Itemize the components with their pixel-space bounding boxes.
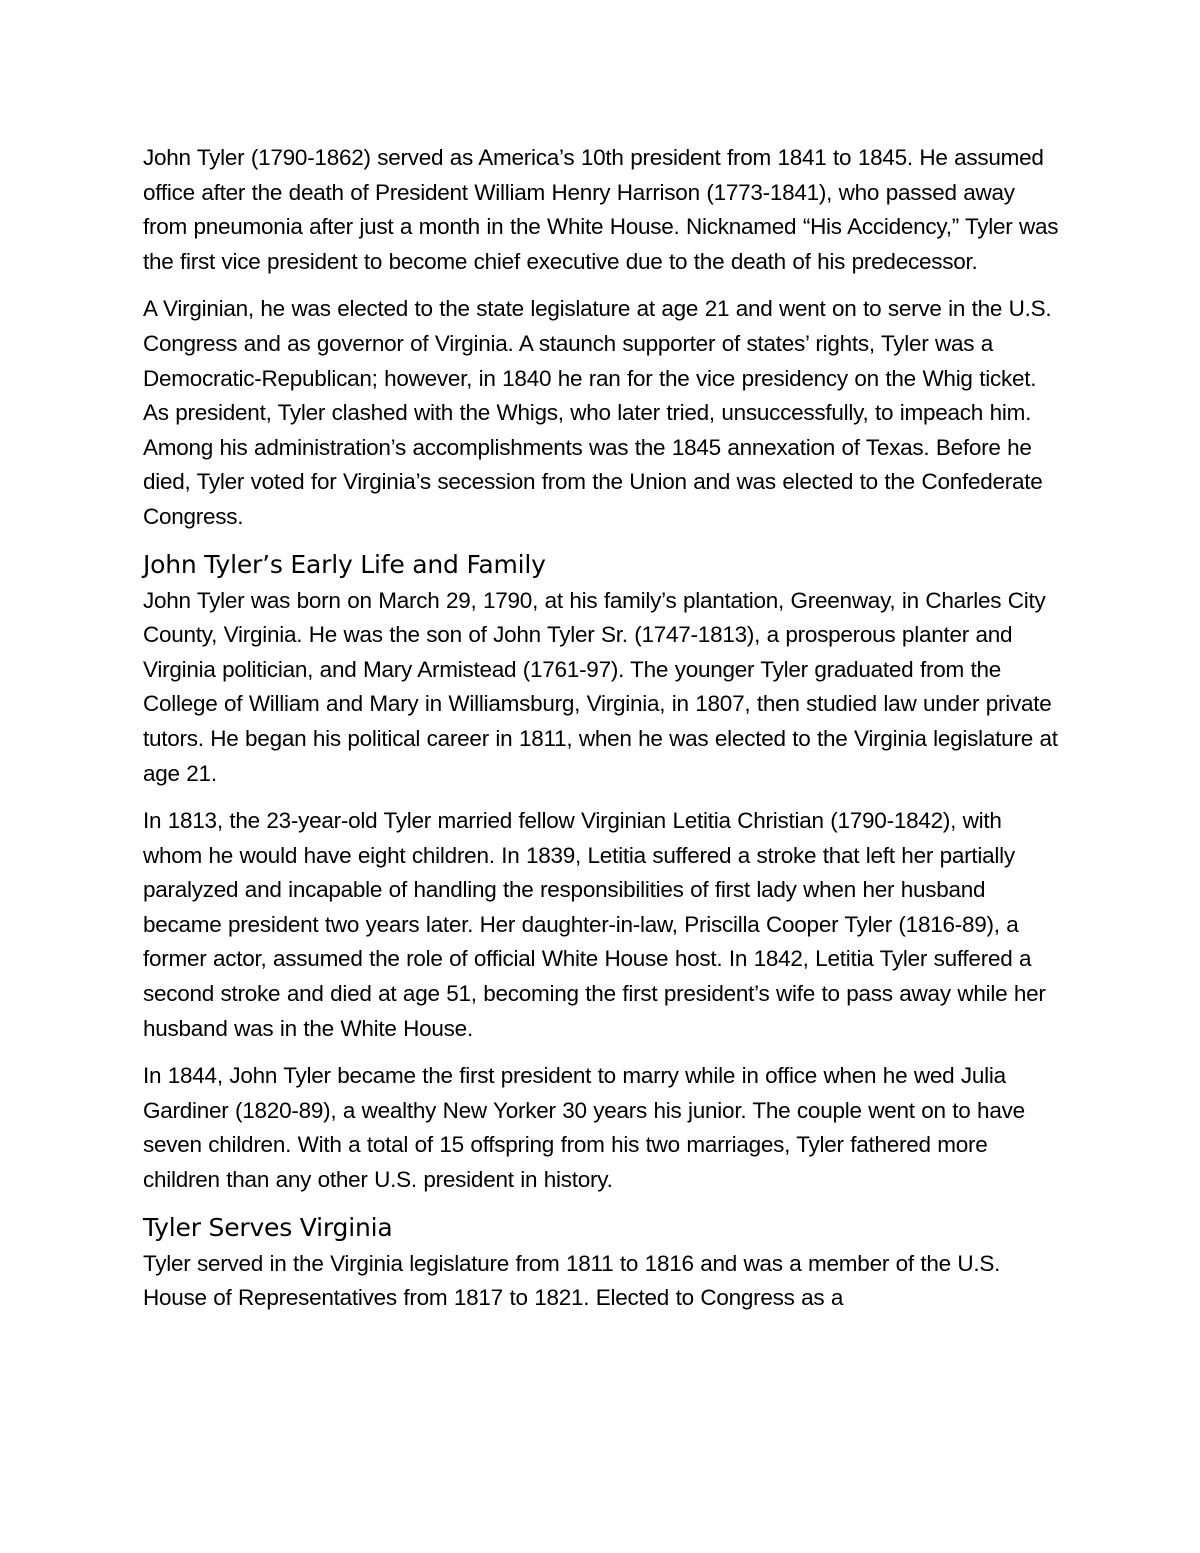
intro-paragraph-1: John Tyler (1790-1862) served as America’s 10th president from 1841 to 1845. He assumed office after the death of President William Henry Harrison (1773-1841), who passed away from pneumonia after just a month in the White House. Nicknamed “His Accidency,” Tyler was the first vice president to become chief executive due to the death of his predecessor.: [143, 145, 1059, 274]
document-page: [143, 141, 1063, 1329]
serves-virginia-paragraph-1: Tyler served in the Virginia legislature from 1811 to 1816 and was a member of the U.S. House of Representatives from 1817 to 1821. Elected to Congress as a: [143, 1250, 1001, 1311]
early-life-paragraph-1: John Tyler was born on March 29, 1790, at his family’s plantation, Greenway, in Charles City County, Virginia. He was the son of John Tyler Sr. (1747-1813), a prosperous planter and Virginia politician, and Mary Armistead (1761-97). The younger Tyler graduated from the College of William and Mary in Williamsburg, Virginia, in 1807, then studied law under private tutors. He began his political career in 1811, when he was elected to the Virginia legislature at age 21.: [143, 587, 1058, 786]
early-life-paragraph-2: In 1813, the 23-year-old Tyler married fellow Virginian Letitia Christian (1790-1842), with whom he would have eight children. In 1839, Letitia suffered a stroke that left her partially paralyzed and incapable of handling the responsibilities of first lady when her husband became president two years later. Her daughter-in-law, Priscilla Cooper Tyler (1816-89), a former actor, assumed the role of official White House host. In 1842, Letitia Tyler suffered a second stroke and died at age 51, becoming the first president’s wife to pass away while her husband was in the White House.: [143, 808, 1046, 1041]
section-heading-serves-virginia: Tyler Serves Virginia: [143, 1212, 393, 1242]
intro-paragraph-2: A Virginian, he was elected to the state legislature at age 21 and went on to serve in the U.S. Congress and as governor of Virginia. A staunch supporter of states’ rights, Tyler was a Democratic-Republican; however, in 1840 he ran for the vice presidency on the Whig ticket. As president, Tyler clashed with the Whigs, who later tried, unsuccessfully, to impeach him. Among his administration’s accomplishments was the 1845 annexation of Texas. Before he died, Tyler voted for Virginia’s secession from the Union and was elected to the Confederate Congress.: [143, 296, 1052, 529]
section-heading-early-life: John Tyler’s Early Life and Family: [143, 549, 546, 579]
early-life-paragraph-3: In 1844, John Tyler became the first president to marry while in office when he wed Julia Gardiner (1820-89), a wealthy New Yorker 30 years his junior. The couple went on to have seven children. With a total of 15 offspring from his two marriages, Tyler fathered more children than any other U.S. president in history.: [143, 1063, 1025, 1193]
